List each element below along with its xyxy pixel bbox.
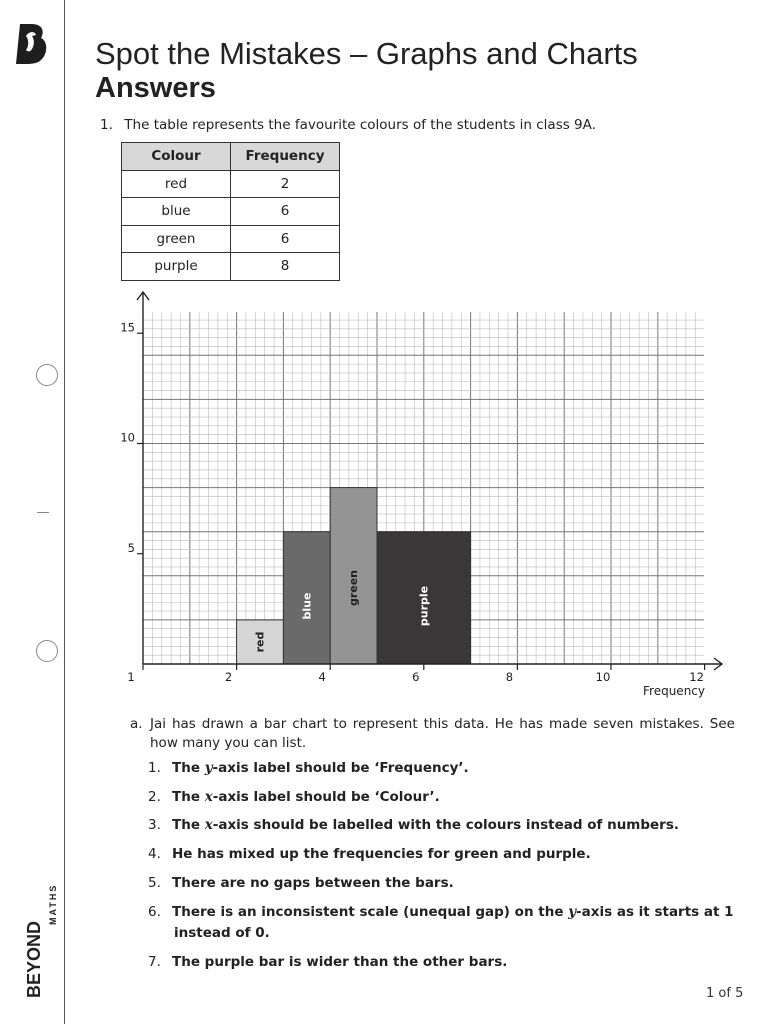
- answer-text: The purple bar is wider than the other bars.: [172, 954, 508, 970]
- y-tick-label: 10: [120, 430, 135, 445]
- answer-text-pre: There is an inconsistent scale (unequal gap) on the: [172, 904, 569, 920]
- answer-number: 2.: [148, 789, 161, 805]
- answer-text-pre: The: [172, 789, 205, 805]
- answer-number: 3.: [148, 817, 161, 833]
- answer-number: 6.: [148, 904, 161, 920]
- answer-text: He has mixed up the frequencies for green and purple.: [172, 846, 591, 862]
- x-tick-label: 4: [318, 670, 326, 684]
- answer-variable: x: [204, 789, 213, 805]
- answer-text-post: -axis label should be ‘Frequency’.: [212, 760, 469, 776]
- bar-label: green: [347, 569, 361, 607]
- x-tick-label: 1: [127, 670, 135, 684]
- page-subtitle: Answers: [95, 72, 216, 104]
- table-cell-colour: blue: [122, 198, 231, 226]
- answer-number: 7.: [148, 954, 161, 970]
- answer-text: There are no gaps between the bars.: [172, 875, 454, 891]
- answer-item: [148, 844, 591, 865]
- table-cell-frequency: 6: [231, 198, 340, 226]
- x-tick-label: 12: [689, 670, 704, 684]
- x-tick-label: 6: [412, 670, 420, 684]
- table-header-colour: Colour: [122, 143, 231, 171]
- page-number: 1 of 5: [706, 986, 744, 1001]
- answer-text-post: -axis label should be ‘Colour’.: [212, 789, 440, 805]
- x-tick-label: 2: [224, 670, 233, 684]
- answer-item: [148, 758, 469, 779]
- answer-variable: x: [204, 817, 213, 833]
- answer-item: [148, 902, 734, 944]
- brand-vertical: [18, 860, 58, 1000]
- part-a-prompt: [130, 715, 735, 753]
- table-header-frequency: Frequency: [231, 143, 340, 171]
- answer-item: [148, 787, 440, 808]
- y-tick-label: 5: [127, 540, 135, 555]
- question-number: 1.: [100, 117, 113, 133]
- table-cell-frequency: 8: [231, 253, 340, 281]
- x-axis-label: Frequency: [643, 684, 705, 698]
- bar-label: blue: [300, 592, 314, 620]
- table-cell-colour: green: [122, 225, 231, 253]
- answer-number: 5.: [148, 875, 161, 891]
- answer-item: [148, 873, 454, 894]
- answer-text-post: -axis as it starts at 1: [576, 904, 734, 920]
- x-tick-label: 10: [595, 670, 611, 684]
- answer-variable: y: [204, 760, 213, 776]
- answer-item: [148, 815, 679, 836]
- table-cell-colour: purple: [122, 253, 231, 281]
- answer-text-pre: The: [172, 760, 205, 776]
- bar-label: red: [253, 631, 267, 653]
- part-a-text: Jai has drawn a bar chart to represent this data. He has made seven mistakes. See how many you can list.: [150, 716, 735, 751]
- question-text: The table represents the favourite colours of the students in class 9A.: [124, 117, 596, 133]
- brand-sub: MATHS: [48, 883, 58, 925]
- answer-text-continued: instead of 0.: [174, 925, 270, 941]
- answer-text-post: -axis should be labelled with the colours instead of numbers.: [212, 817, 680, 833]
- table-cell-frequency: 6: [231, 225, 340, 253]
- answer-variable: y: [568, 904, 577, 920]
- answer-text-pre: The: [172, 817, 205, 833]
- table-cell-colour: red: [122, 170, 231, 198]
- answer-number: 1.: [148, 760, 161, 776]
- answer-number: 4.: [148, 846, 161, 862]
- brand-main: BEYOND: [24, 920, 44, 998]
- y-tick-label: 15: [120, 320, 135, 335]
- answer-item: [148, 952, 507, 973]
- page-title: Spot the Mistakes – Graphs and Charts: [95, 36, 638, 71]
- table-cell-frequency: 2: [231, 170, 340, 198]
- x-tick-label: 8: [505, 670, 514, 684]
- bar-label: purple: [417, 585, 431, 627]
- part-a-letter: a.: [130, 716, 143, 732]
